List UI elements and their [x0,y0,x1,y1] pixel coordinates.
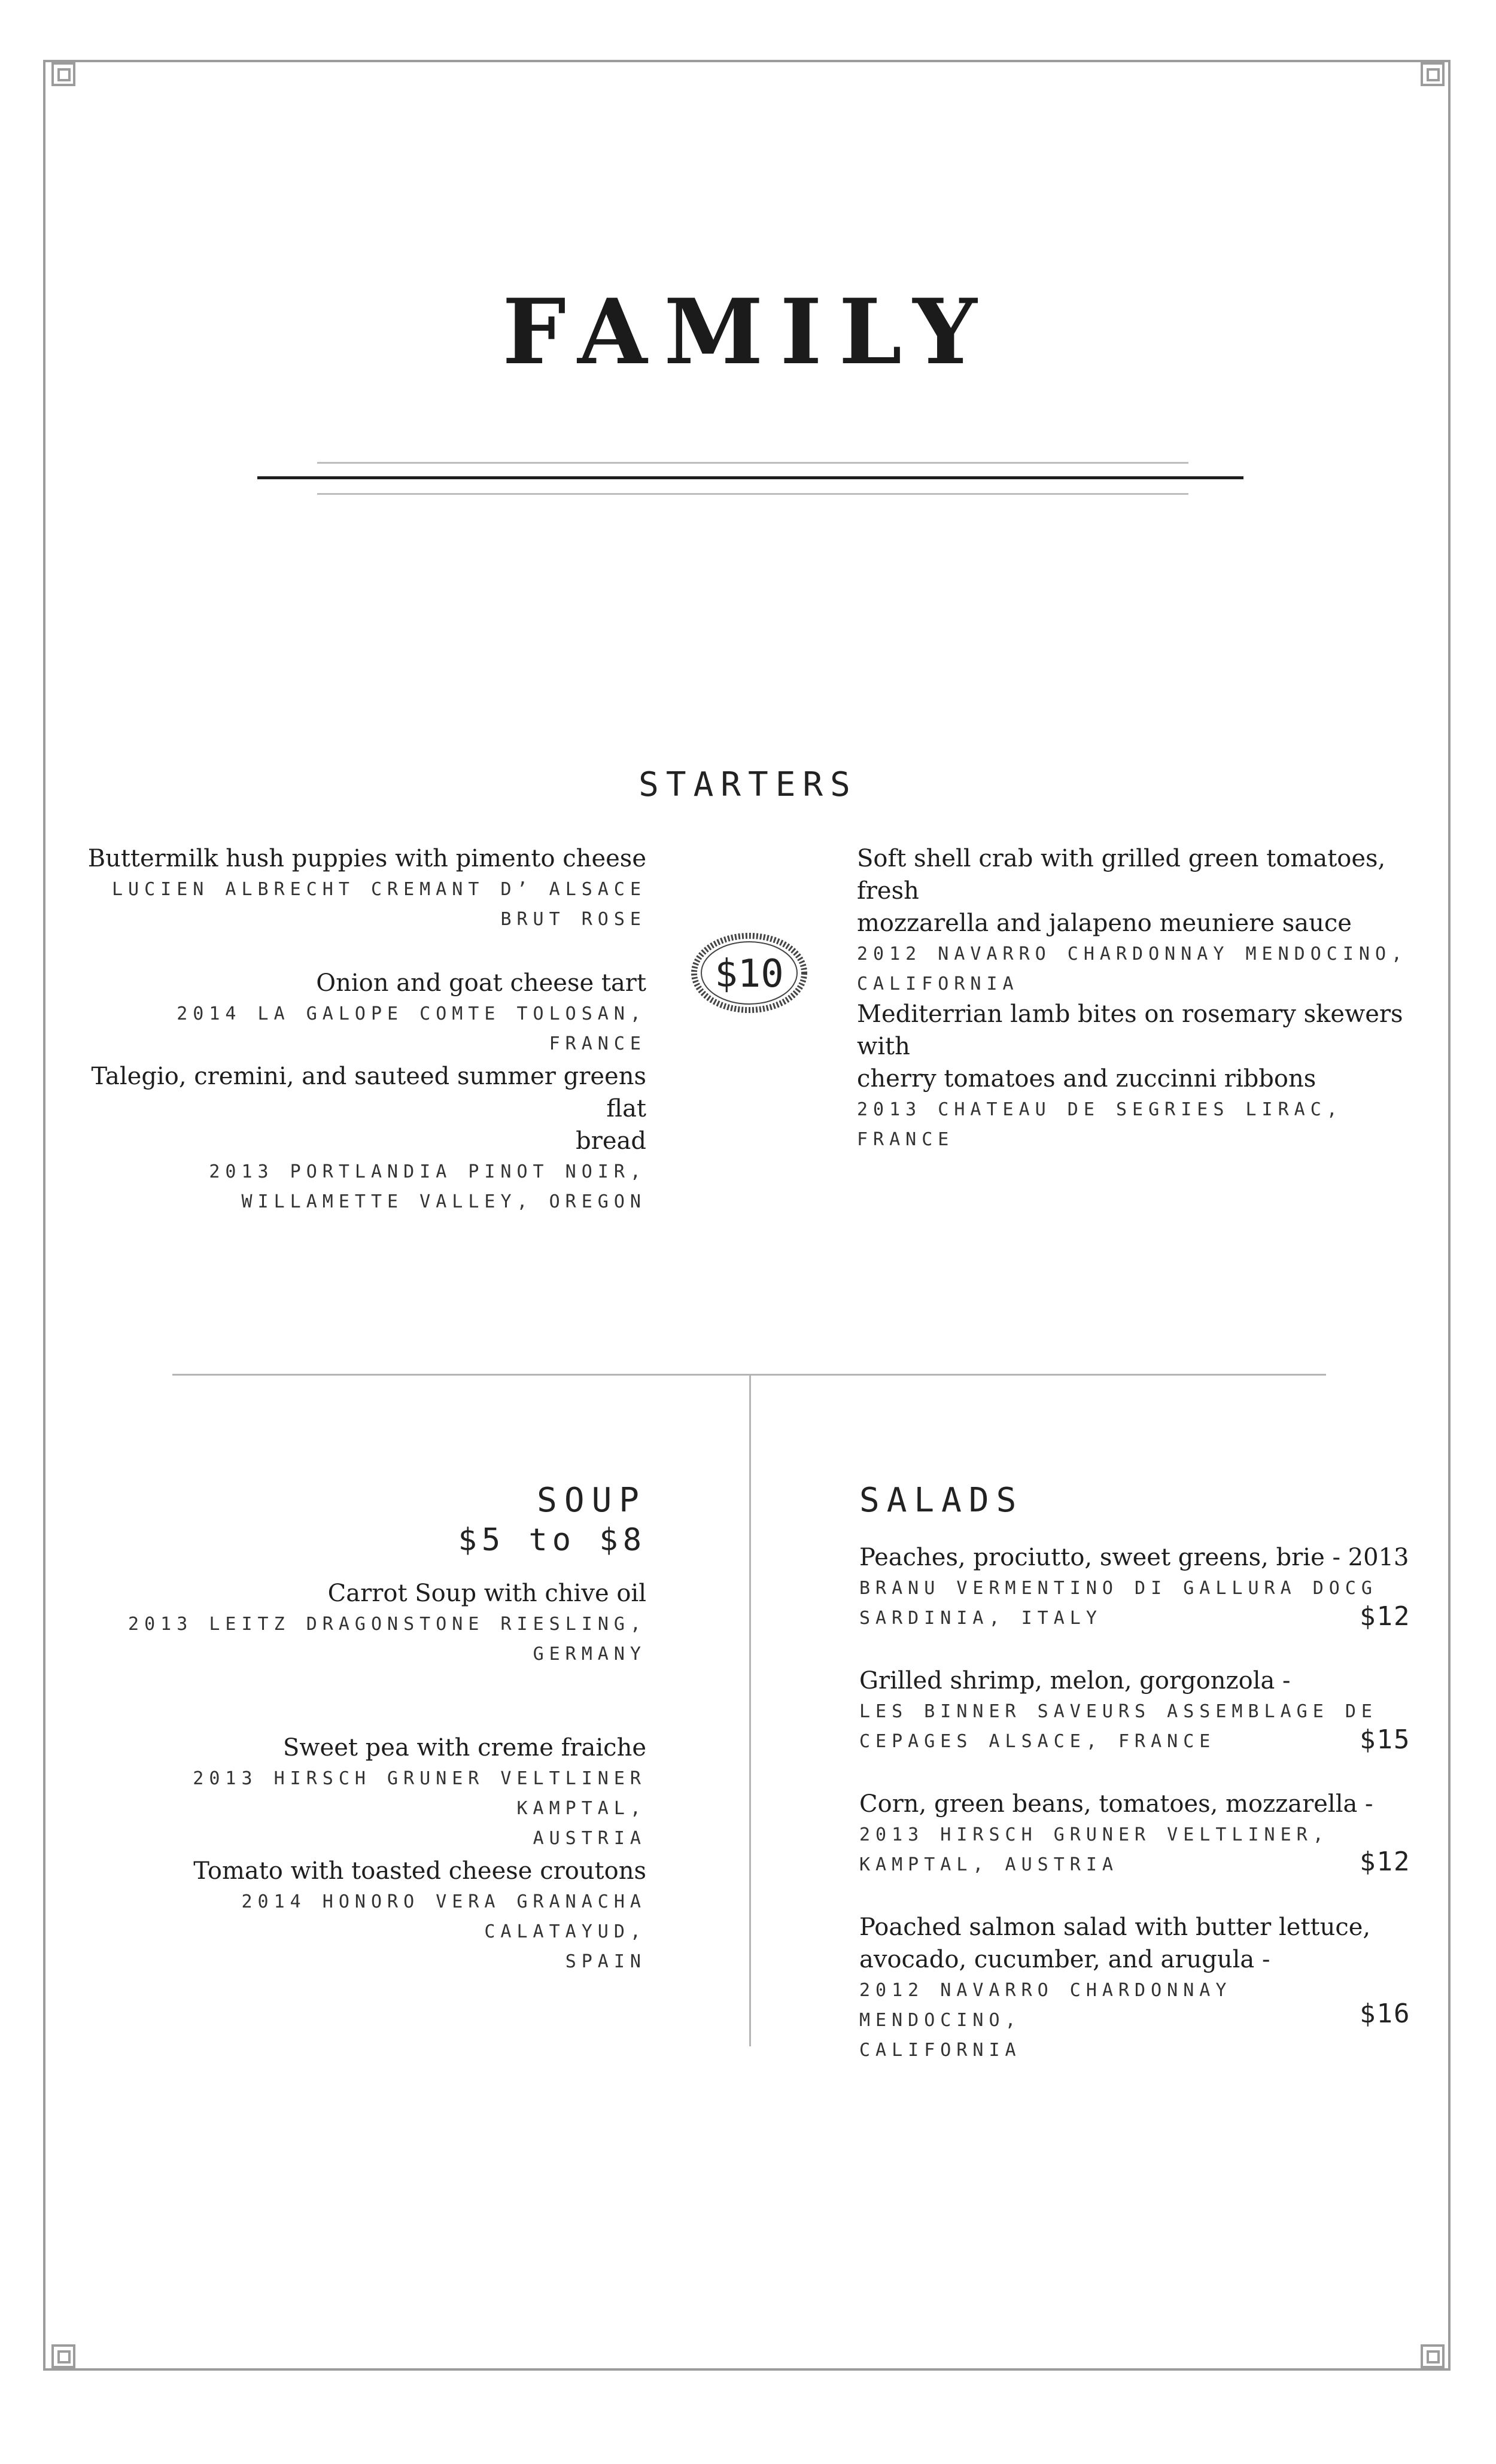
starter-item [84,1060,646,1217]
wine-pairing: 2013 HIRSCH GRUNER VELTLINER, [859,1824,1329,1845]
wine-pairing: CALIFORNIA [859,2040,1021,2061]
title-rule-upper [317,462,1188,464]
wine-pairing: LUCIEN ALBRECHT CREMANT D’ ALSACE [111,879,646,900]
salad-item [859,1541,1410,1633]
dish-name: Carrot Soup with chive oil [327,1580,646,1607]
dish-name: Onion and goat cheese tart [316,969,646,997]
salad-price: $12 [1360,1601,1411,1632]
dish-name: bread [576,1127,646,1155]
title-rule-main [257,476,1243,479]
salad-price: $15 [1360,1724,1411,1755]
wine-pairing: BRUT ROSE [500,909,646,930]
salad-price: $16 [1360,1998,1411,2029]
wine-pairing: SPAIN [565,1951,646,1972]
wine-pairing: WILLAMETTE VALLEY, OREGON [241,1191,646,1212]
wine-pairing: LES BINNER SAVEURS ASSEMBLAGE DE [859,1701,1378,1722]
starter-item [857,842,1419,999]
wine-pairing: 2013 PORTLANDIA PINOT NOIR, [209,1161,646,1182]
wine-pairing: 2013 HIRSCH GRUNER VELTLINER KAMPTAL, [193,1768,646,1819]
dish-name: avocado, cucumber, and arugula - [859,1946,1270,1973]
wine-pairing: AUSTRIA [533,1828,646,1849]
title-rule-lower [317,493,1188,495]
salad-price: $12 [1360,1847,1411,1877]
starter-item [84,967,646,1059]
dish-name: Peaches, prociutto, sweet greens, brie - 2013 [859,1544,1409,1571]
salad-item [859,1788,1410,1880]
starter-item [857,998,1419,1155]
salad-item [859,1665,1410,1757]
dish-name: Buttermilk hush puppies with pimento cheese [87,845,646,872]
dish-name: Talegio, cremini, and sauteed summer greens flat [91,1063,646,1123]
wine-pairing: SARDINIA, ITALY [859,1608,1102,1629]
dish-name: Grilled shrimp, melon, gorgonzola - [859,1667,1291,1695]
starter-item [84,842,646,935]
wine-pairing: GERMANY [533,1644,646,1665]
dish-name: mozzarella and jalapeno meuniere sauce [857,909,1352,937]
wine-pairing: 2014 LA GALOPE COMTE TOLOSAN, FRANCE [177,1003,646,1054]
column-divider [749,1374,751,2046]
soup-item [84,1732,646,1854]
soup-item [84,1577,646,1669]
wine-pairing: CALIFORNIA [857,974,1019,994]
dish-name: cherry tomatoes and zuccinni ribbons [857,1065,1316,1093]
starters-heading: STARTERS [638,765,858,804]
salad-item [859,1911,1410,2065]
wine-pairing: 2012 NAVARRO CHARDONNAY MENDOCINO, [857,944,1408,965]
corner-ornament [1421,2344,1445,2368]
dish-name: Soft shell crab with grilled green tomatoes, fresh [857,845,1386,905]
dish-name: Poached salmon salad with butter lettuce, [859,1914,1371,1941]
dish-name: Corn, green beans, tomatoes, mozzarella - [859,1790,1373,1818]
dish-name: Tomato with toasted cheese croutons [193,1857,646,1885]
wine-pairing: KAMPTAL, AUSTRIA [859,1854,1118,1875]
wine-pairing: 2013 LEITZ DRAGONSTONE RIESLING, [128,1614,646,1635]
wine-pairing: 2013 CHATEAU DE SEGRIES LIRAC, FRANCE [857,1099,1343,1150]
wine-pairing: CEPAGES ALSACE, FRANCE [859,1731,1216,1752]
salads-heading: SALADS [859,1481,1024,1520]
wine-pairing: BRANU VERMENTINO DI GALLURA DOCG [859,1578,1378,1599]
wine-pairing: 2014 HONORO VERA GRANACHA CALATAYUD, [241,1891,646,1942]
corner-ornament [51,62,75,86]
dish-name: Sweet pea with creme fraiche [282,1734,646,1762]
starters-price: $10 [714,952,784,996]
corner-ornament [1421,62,1445,86]
corner-ornament [51,2344,75,2368]
dish-name: Mediterrian lamb bites on rosemary skewers with [857,1000,1403,1060]
soup-price: $5 to $8 [458,1522,646,1558]
menu-title: FAMILY [502,279,994,385]
wine-pairing: 2012 NAVARRO CHARDONNAY MENDOCINO, [859,1980,1232,2031]
soup-heading: SOUP [537,1481,646,1520]
soup-item [84,1855,646,1977]
